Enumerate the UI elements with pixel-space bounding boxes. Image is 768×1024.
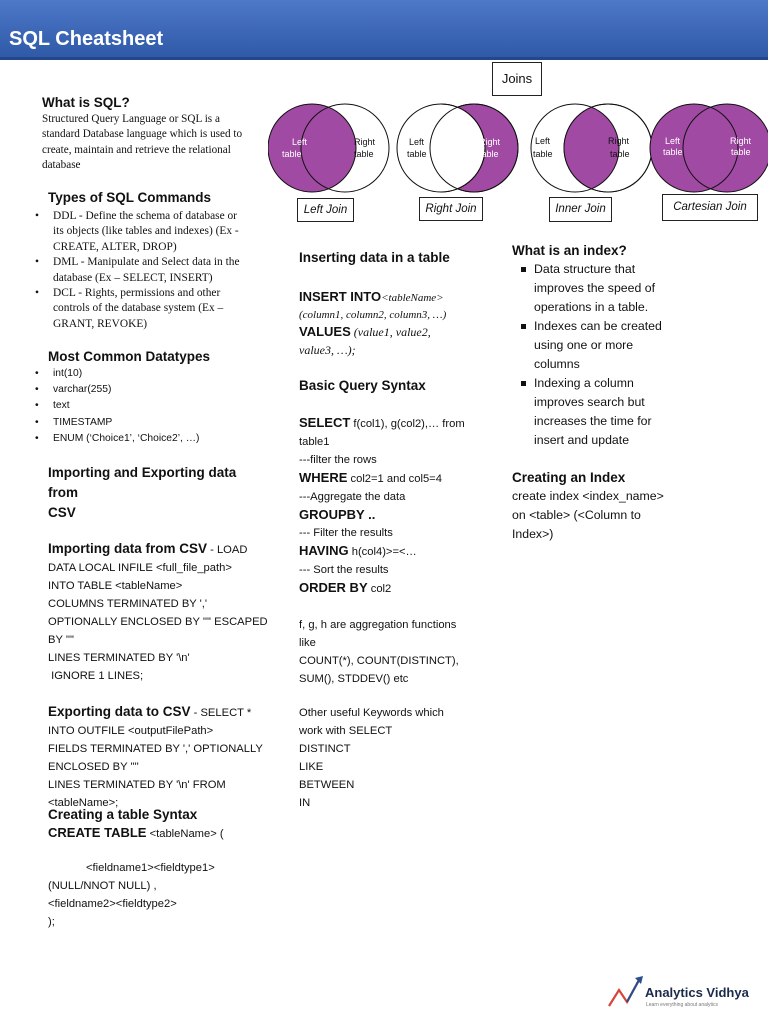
what-is-sql-body: Structured Query Language or SQL is a standard Database language which is used to create, maintain and retrieve the relational database bbox=[42, 113, 243, 171]
types-section bbox=[28, 189, 268, 332]
svg-text:Right: Right bbox=[608, 136, 630, 146]
datatypes-section bbox=[28, 348, 268, 447]
types-heading: Types of SQL Commands bbox=[48, 190, 212, 205]
right-join-label: Right Join bbox=[419, 197, 483, 221]
datatypes-list bbox=[28, 366, 268, 447]
logo-name: Analytics Vidhya bbox=[645, 985, 749, 1000]
svg-text:table: table bbox=[407, 149, 427, 159]
basic-query-block: SELECT f(col1), g(col2),… from table1 ---filter the rows WHERE col2=1 and col5=4 ---Aggregate the data GROUPBY .. --- Filter the results HAVING h(col4)>=<… --- Sort the results ORDER BY col2 bbox=[299, 415, 465, 595]
what-is-sql-heading: What is SQL? bbox=[42, 95, 130, 110]
left-join-left-label: Left bbox=[292, 137, 308, 147]
left-join-diagram bbox=[268, 104, 389, 192]
svg-text:table: table bbox=[663, 147, 683, 157]
create-index-body: create index <index_name> on <table> (<Column to Index>) bbox=[512, 489, 664, 541]
aggregation-note: f, g, h are aggregation functions like COUNT(*), COUNT(DISTINCT), SUM(), STDDEV() etc bbox=[299, 619, 459, 685]
inserting-heading: Inserting data in a table bbox=[299, 250, 450, 265]
logo-mark-icon bbox=[605, 972, 645, 1012]
svg-text:table: table bbox=[610, 149, 630, 159]
joins-diagrams bbox=[268, 100, 768, 196]
import-block: Importing data from CSV - LOAD DATA LOCAL INFILE <full_file_path> INTO TABLE <tableName> COLUMNS TERMINATED BY ',' OPTIONALLY ENCLOSED BY '"' ESCAPED BY '"' LINES TERMINATED BY '\n' IGNORE 1 LINES; bbox=[48, 541, 268, 682]
right-join-diagram bbox=[397, 104, 518, 192]
datatypes-heading: Most Common Datatypes bbox=[48, 349, 211, 364]
datatype-item: • text bbox=[28, 398, 268, 414]
svg-text:table: table bbox=[731, 147, 751, 157]
index-item: Indexing a column improves search but increases the time for insert and update bbox=[512, 374, 712, 450]
svg-text:Left: Left bbox=[535, 136, 551, 146]
type-item-dcl: • DCL - Rights, permissions and other controls of the database system (Ex – GRANT, REVOKE) bbox=[28, 286, 268, 332]
create-table-body: CREATE TABLE <tableName> ( <fieldname1><fieldtype1> (NULL/NNOT NULL) , <fieldname2><fieldtype2> ); bbox=[48, 825, 224, 928]
joins-title: Joins bbox=[492, 62, 542, 96]
svg-text:Right: Right bbox=[730, 136, 752, 146]
index-item: Data structure that improves the speed of operations in a table. bbox=[512, 260, 712, 317]
left-join-left-label-2: table bbox=[282, 149, 302, 159]
type-item-ddl: • DDL - Define the schema of database or its objects (like tables and indexes) (Ex - CREATE, ALTER, DROP) bbox=[28, 209, 268, 255]
export-block: Exporting data to CSV - SELECT * INTO OUTFILE <outputFilePath> FIELDS TERMINATED BY ',' OPTIONALLY ENCLOSED BY '"' LINES TERMINATED BY '\n' FROM <tableName>; bbox=[48, 704, 263, 809]
svg-text:table: table bbox=[533, 149, 553, 159]
index-list bbox=[512, 260, 712, 450]
create-table-section bbox=[48, 805, 268, 931]
basic-query-heading: Basic Query Syntax bbox=[299, 378, 426, 393]
datatype-item: • ENUM (‘Choice1’, ‘Choice2’, …) bbox=[28, 431, 268, 447]
analytics-vidhya-logo bbox=[605, 970, 760, 1015]
inner-join-label: Inner Join bbox=[549, 197, 612, 222]
logo-tagline: Learn everything about analytics bbox=[646, 1002, 718, 1008]
create-table-heading: Creating a table Syntax bbox=[48, 807, 198, 822]
insert-block: INSERT INTO<tableName> (column1, column2, column3, …) VALUES (value1, value2, value3, …); bbox=[299, 289, 447, 357]
right-column bbox=[512, 242, 712, 544]
left-join-right-label: Right bbox=[354, 137, 376, 147]
svg-text:Left: Left bbox=[665, 136, 681, 146]
datatype-item: • varchar(255) bbox=[28, 382, 268, 398]
types-list bbox=[28, 209, 268, 332]
import-export-section bbox=[48, 463, 268, 812]
cartesian-join-diagram bbox=[650, 104, 768, 192]
index-heading: What is an index? bbox=[512, 243, 627, 258]
datatype-item: • TIMESTAMP bbox=[28, 415, 268, 431]
header-bar bbox=[0, 0, 768, 60]
import-heading: Importing data from CSV bbox=[48, 541, 208, 556]
keywords-note: Other useful Keywords which work with SELECT DISTINCT LIKE BETWEEN IN bbox=[299, 707, 444, 809]
create-index-heading: Creating an Index bbox=[512, 470, 626, 485]
page-title: SQL Cheatsheet bbox=[9, 28, 164, 50]
left-join-right-label-2: table bbox=[354, 149, 374, 159]
type-item-dml: • DML - Manipulate and Select data in the database (Ex – SELECT, INSERT) bbox=[28, 255, 268, 286]
svg-text:Right: Right bbox=[479, 137, 501, 147]
svg-text:Left: Left bbox=[409, 137, 425, 147]
left-join-label: Left Join bbox=[297, 198, 354, 222]
cartesian-join-label: Cartesian Join bbox=[662, 194, 758, 221]
datatype-item: • int(10) bbox=[28, 366, 268, 382]
middle-column bbox=[299, 249, 494, 812]
svg-text:table: table bbox=[479, 149, 499, 159]
inner-join-diagram bbox=[531, 104, 652, 192]
left-column bbox=[42, 94, 267, 173]
export-heading: Exporting data to CSV bbox=[48, 704, 191, 719]
import-export-heading: Importing and Exporting data from CSV bbox=[48, 465, 237, 520]
index-item: Indexes can be created using one or more columns bbox=[512, 317, 712, 374]
